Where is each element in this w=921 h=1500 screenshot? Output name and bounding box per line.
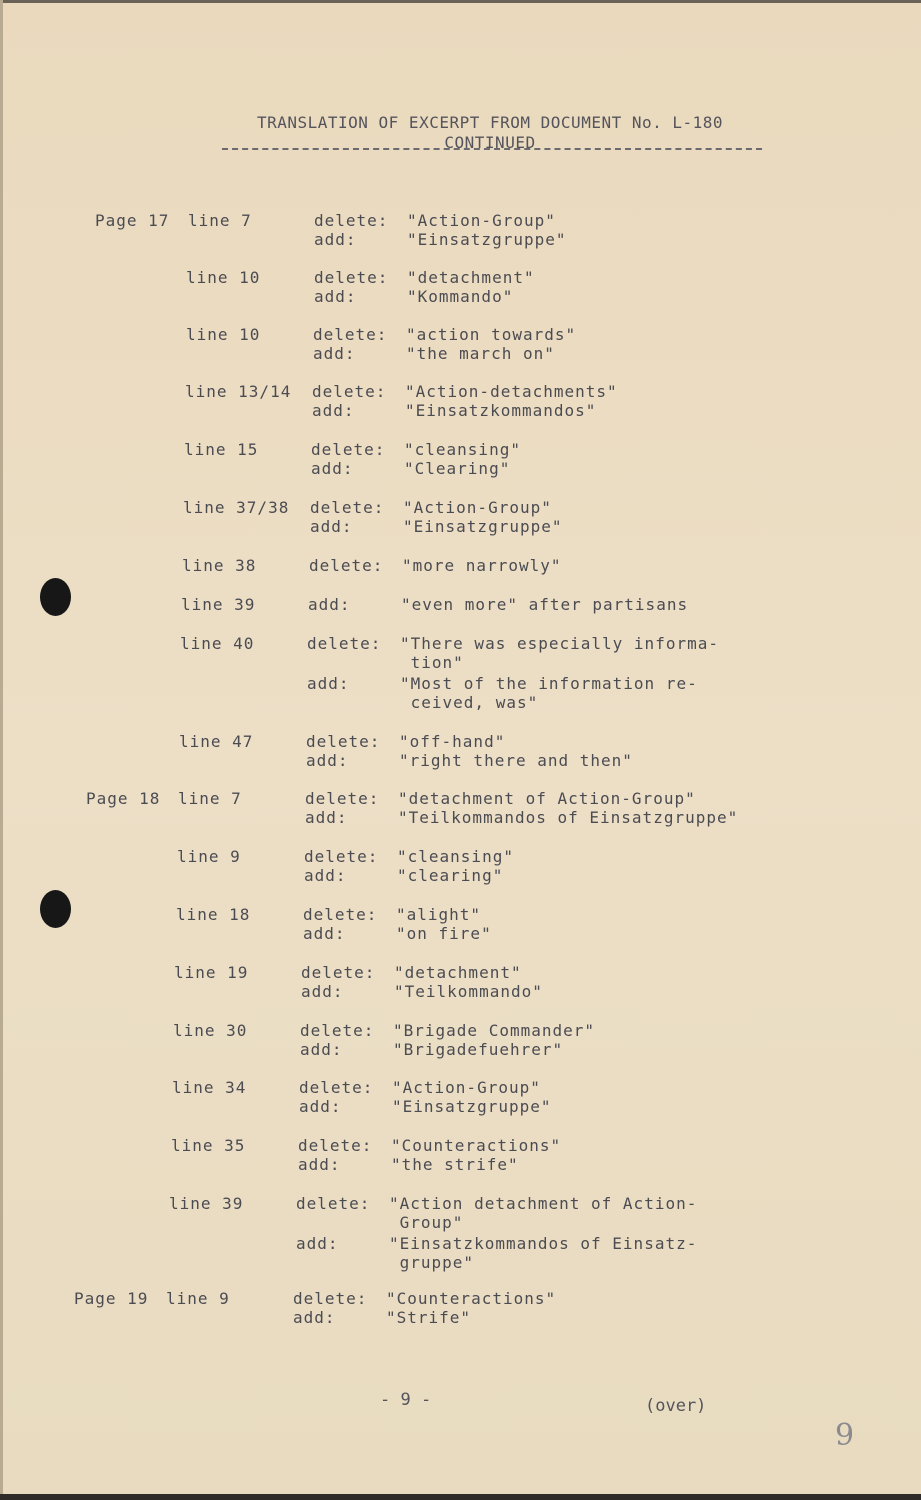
scan-edge-top [0, 0, 921, 3]
delete-label: delete: [298, 1136, 373, 1155]
correction-text: "right there and then" [399, 751, 633, 770]
correction-text: "the strife" [391, 1155, 519, 1174]
line-reference: line 13/14 [185, 382, 292, 401]
correction-text: "action towards" [406, 325, 577, 344]
line-reference: line 34 [172, 1078, 247, 1097]
line-reference: line 37/38 [183, 498, 290, 517]
correction-text: "Einsatzgruppe" [407, 230, 567, 249]
correction-text: ceived, was" [400, 693, 539, 712]
line-reference: line 7 [188, 211, 252, 230]
add-label: add: [296, 1234, 339, 1253]
add-label: add: [298, 1155, 341, 1174]
correction-text: "Action-Group" [407, 211, 556, 230]
correction-text: "Einsatzgruppe" [403, 517, 563, 536]
correction-text: "Counteractions" [391, 1136, 562, 1155]
correction-text: "clearing" [397, 866, 504, 885]
correction-text: "detachment" [407, 268, 535, 287]
scan-edge-bottom [0, 1494, 921, 1500]
correction-text: "Einsatzgruppe" [392, 1097, 552, 1116]
add-label: add: [313, 344, 356, 363]
line-reference: line 30 [173, 1021, 248, 1040]
add-label: add: [310, 517, 353, 536]
add-label: add: [314, 287, 357, 306]
correction-text: "Einsatzkommandos" [405, 401, 597, 420]
page-number: - 9 - [380, 1390, 432, 1410]
delete-label: delete: [305, 789, 380, 808]
correction-text: "Action-detachments" [405, 382, 618, 401]
correction-text: "off-hand" [399, 732, 506, 751]
add-label: add: [308, 595, 351, 614]
correction-text: "cleansing" [397, 847, 514, 866]
delete-label: delete: [300, 1021, 375, 1040]
line-reference: line 10 [186, 268, 261, 287]
delete-label: delete: [293, 1289, 368, 1308]
correction-text: "Action-Group" [403, 498, 552, 517]
correction-text: "Brigade Commander" [393, 1021, 596, 1040]
scan-edge-left [0, 0, 3, 1500]
add-label: add: [304, 866, 347, 885]
correction-text: "detachment of Action-Group" [398, 789, 696, 808]
correction-text: "Most of the information re- [400, 674, 698, 693]
line-reference: line 35 [171, 1136, 246, 1155]
correction-text: "more narrowly" [402, 556, 562, 575]
correction-text: "Counteractions" [386, 1289, 557, 1308]
add-label: add: [306, 751, 349, 770]
line-reference: line 38 [182, 556, 257, 575]
add-label: add: [311, 459, 354, 478]
add-label: add: [300, 1040, 343, 1059]
line-reference: line 39 [181, 595, 256, 614]
punch-hole-icon [40, 578, 71, 616]
delete-label: delete: [306, 732, 381, 751]
delete-label: delete: [309, 556, 384, 575]
line-reference: line 10 [186, 325, 261, 344]
line-reference: line 39 [169, 1194, 244, 1213]
page-reference: Page 19 [74, 1289, 149, 1308]
delete-label: delete: [303, 905, 378, 924]
page-reference: Page 18 [86, 789, 161, 808]
line-reference: line 40 [180, 634, 255, 653]
add-label: add: [314, 230, 357, 249]
line-reference: line 47 [179, 732, 254, 751]
correction-text: "Teilkommandos of Einsatzgruppe" [398, 808, 739, 827]
delete-label: delete: [304, 847, 379, 866]
correction-text: "Clearing" [404, 459, 511, 478]
handwritten-page-mark: 9 [835, 1418, 855, 1453]
correction-text: "alight" [396, 905, 482, 924]
delete-label: delete: [312, 382, 387, 401]
delete-label: delete: [313, 325, 388, 344]
correction-text: "Brigadefuehrer" [393, 1040, 564, 1059]
delete-label: delete: [299, 1078, 374, 1097]
add-label: add: [303, 924, 346, 943]
add-label: add: [293, 1308, 336, 1327]
line-reference: line 18 [176, 905, 251, 924]
correction-text: "Action detachment of Action- [389, 1194, 698, 1213]
add-label: add: [307, 674, 350, 693]
delete-label: delete: [310, 498, 385, 517]
correction-text: "cleansing" [404, 440, 521, 459]
correction-text: "Strife" [386, 1308, 472, 1327]
add-label: add: [301, 982, 344, 1001]
page-reference: Page 17 [95, 211, 170, 230]
delete-label: delete: [314, 211, 389, 230]
correction-text: "Action-Group" [392, 1078, 541, 1097]
add-label: add: [299, 1097, 342, 1116]
document-title: TRANSLATION OF EXCERPT FROM DOCUMENT No. L-180 [256, 113, 724, 132]
correction-text: "Teilkommando" [394, 982, 543, 1001]
correction-text: "Kommando" [407, 287, 514, 306]
delete-label: delete: [311, 440, 386, 459]
correction-text: "on fire" [396, 924, 492, 943]
correction-text: "Einsatzkommandos of Einsatz- [389, 1234, 698, 1253]
delete-label: delete: [296, 1194, 371, 1213]
line-reference: line 9 [177, 847, 241, 866]
delete-label: delete: [307, 634, 382, 653]
punch-hole-icon [40, 890, 71, 928]
line-reference: line 9 [166, 1289, 230, 1308]
correction-text: tion" [400, 653, 464, 672]
over-note: (over) [645, 1396, 707, 1416]
line-reference: line 7 [178, 789, 242, 808]
correction-text: "detachment" [394, 963, 522, 982]
line-reference: line 19 [174, 963, 249, 982]
add-label: add: [305, 808, 348, 827]
delete-label: delete: [314, 268, 389, 287]
correction-text: Group" [389, 1213, 464, 1232]
correction-text: gruppe" [389, 1253, 475, 1272]
add-label: add: [312, 401, 355, 420]
correction-text: "the march on" [406, 344, 555, 363]
line-reference: line 15 [184, 440, 259, 459]
document-subtitle: CONTINUED [444, 133, 536, 152]
correction-text: "even more" after partisans [401, 595, 689, 614]
correction-text: "There was especially informa- [400, 634, 719, 653]
delete-label: delete: [301, 963, 376, 982]
header-dashed-rule [222, 148, 762, 150]
